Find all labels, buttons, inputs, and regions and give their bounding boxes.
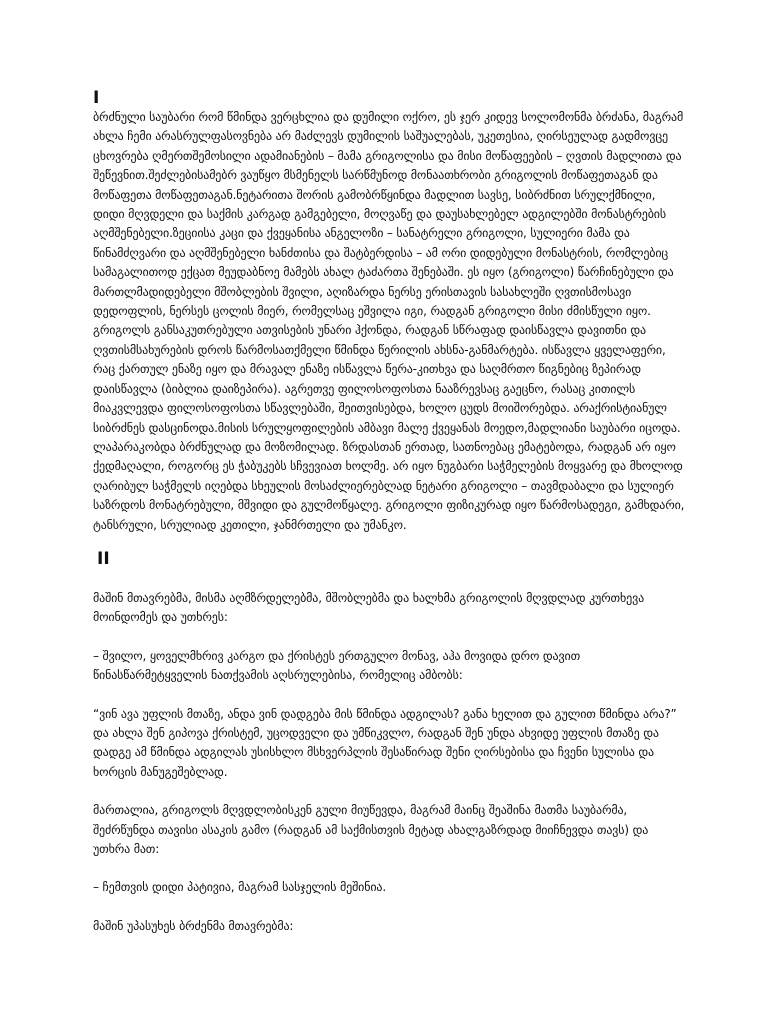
section-2-paragraph-6: მაშინ უპასუხეს ბრძენმა მთავრებმა:: [93, 918, 294, 933]
section-2-paragraph-4: მართალია, გრიგოლს მღვდლობისკენ გული მიუწევდა, მაგრამ მაინც შეაშინა მათმა საუბარმა, შეძრწუნდა თავისი ასაკის გამო (რადგან ამ საქმისთვის მეტად ახალგაზრდად მიიჩნევდა თავს) და უთხრა მათ:: [93, 803, 649, 856]
section-heading-2: II: [97, 548, 110, 569]
section-1-paragraph: ბრძნული საუბარი რომ წმინდა ვერცხლია და დუმილი ოქრო, ეს ჯერ კიდევ სოლომონმა ბრძანა, მაგრამ ახლა ჩემი არასრულფასოვნება არ მაძლევს დუმილის საშუალებას, უკეთესია, ღირსეულად გადმოვცე ცხოვრება ღმერთშემოსილი ადამიანების – მამა გრიგოლისა და მისი მოწაფეების – ღვთის მადლითა და შეწევნით.შეძლებისამებრ ვაუწყო მსმენელს სარწმუნოდ მონაათხრობი გრიგოლის მოწაფეთაგან და მოწაფეთა მოწაფეთაგან.ნეტარითა შორის გამობრწყინდა მადლით სავსე, სიბრძნით სრულქმნილი, დიდი მღვდელი და საქმის კარგად გამგებელი, მოღვაწე და დაუსახლებელ ადგილებში მონასტრების აღმშენებელი.ზეციისა კაცი და ქვეყანისა ანგელოზი – სანატრელი გრიგოლი, სულიერი მამა და წინამძღვარი და აღმშენებელი ხანძთისა და შატბერდისა – ამ ორი დიდებული მონასტრის, რომლებიც სამაგალითოდ ექცათ მეუდაბნოე მამებს ახალ ტაძართა შენებაში. ეს იყო (გრიგოლი) წარჩინებული და მართლმადიდებელი მშობლების შვილი, აღიზარდა ნერსე ერისთავის სასახლეში ღვთისმოსავი დედოფლის, ნერსეს ცოლის მიერ, რომელსაც ეშვილა იგი, რადგან გრიგოლი მისი ძმისწული იყო. გრიგოლს განსაკუთრებული ათვისების უნარი ჰქონდა, რადგან სწრაფად დაისწავლა დავითნი და ღვთისმსახურების დროს წარმოსათქმელი წმინდა წერილის ახსნა-განმარტება. ისწავლა ყველაფერი, რაც ქართულ ენაზე იყო და მრავალ ენაზე ისწავლა წერა-კითხვა და საღმრთო წიგნებიც ზეპირად დაისწავლა (ბიბლია დაიზეპირა). აგრეთვე ფილოსოფოსთა ნააზრევსაც გაეცნო, რასაც კითილს მიაკვლევდა ფილოსოფოსთა სწავლებაში, შეითვისებდა, ხოლო ცუდს მოიშორებდა. არაქრისტიანულ სიბრძნეს დასცინოდა.მისის სრულყოფილების ამბავი მალე ქვეყანას მოედო,მადლიანი საუბარი იცოდა. ლაპარაკობდა ბრძნულად და მოზომილად. ზრდასთან ერთად, სათნოებაც ემატებოდა, რადგან არ იყო ქედმაღალი, როგორც ეს ჭაბუკებს სჩვევიათ ხოლმე. არ იყო ნუგბარი საჭმელების მოყვარე და მხოლოდ ღარიბულ საჭმელს იღებდა სხეულის მოსაძლიერებლად ნეტარი გრიგოლი – თავმდაბალი და სულიერ საზრდოს მონატრებული, მშვიდი და გულმოწყალე. გრიგოლი ფიზიკურად იყო წარმოსადეგი, გამხდარი, ტანსრული, სრულიად კეთილი, ჯანმრთელი და უმანკო.: [93, 110, 685, 532]
section-2-paragraph-3: “ვინ ავა უფლის მთაზე, ანდა ვინ დადგება მის წმინდა ადგილას? განა ხელით და გულით წმინდა არა?” და ახლა შენ გიპოვა ქრისტემ, უცოდველი და უმწიკვლო, რადგან შენ უნდა ახვიდე უფლის მთაზე და დადგე ამ წმინდა ადგილას უსისხლო მსხვერპლის შესაწირად შენი ღირსებისა და ჩვენი სულისა და ხორცის მანუგეშებლად.: [93, 706, 677, 779]
section-2-paragraph-2: – შვილო, ყოველმხრივ კარგო და ქრისტეს ერთგულო მონავ, აჰა მოვიდა დრო დავით წინასწარმეტყველის ნათქვამის აღსრულებისა, რომელიც ამბობს:: [93, 648, 581, 683]
section-2-paragraph-1: მაშინ მთავრებმა, მისმა აღმზრდელებმა, მშობლებმა და ხალხმა გრიგოლის მღვდლად კურთხევა მოინდომეს და უთხრეს:: [93, 590, 645, 625]
section-heading-1: I: [93, 88, 100, 108]
section-2-paragraph-5: – ჩემთვის დიდი პატივია, მაგრამ სასჯელის მეშინია.: [93, 880, 386, 895]
